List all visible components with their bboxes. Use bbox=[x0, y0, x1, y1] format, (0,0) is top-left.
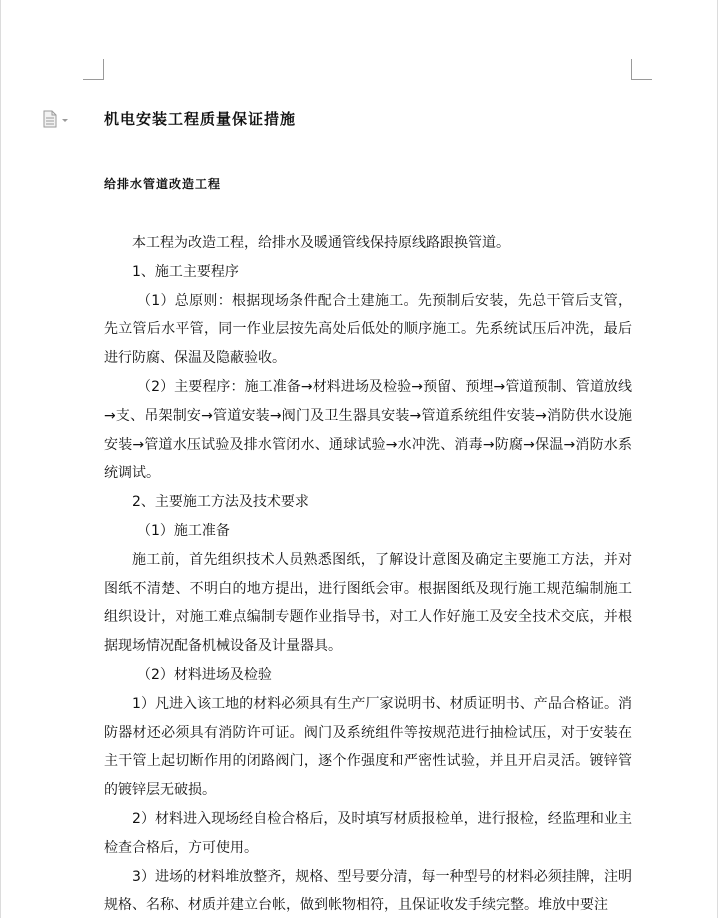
document-body bbox=[104, 229, 632, 920]
paragraph-general-principle: （1）总原则：根据现场条件配合土建施工。先预制后安装，先总干管后支管，先立管后水平管，同一作业层按先高处后低处的顺序施工。先系统试压后冲洗，最后进行防腐、保温及隐蔽验收。 bbox=[104, 292, 632, 367]
heading-construction-procedure: 1、施工主要程序 bbox=[132, 263, 239, 280]
paragraph-material-1: 1）凡进入该工地的材料必须具有生产厂家说明书、材质证明书、产品合格证。消防器材还必须具有消防许可证。阀门及系统组件等按规范进行抽检试压，对于安装在主干管上起切断作用的闭路阀门，逐个作强度和严密性试验，并且开启灵活。镀锌管的镀锌层无破损。 bbox=[104, 695, 632, 799]
crop-mark-top-right bbox=[631, 59, 652, 80]
heading-construction-methods: 2、主要施工方法及技术要求 bbox=[132, 494, 309, 511]
paragraph-intro: 本工程为改造工程，给排水及暖通管线保持原线路跟换管道。 bbox=[132, 235, 510, 251]
crop-mark-top-left bbox=[83, 59, 104, 80]
paragraph-main-procedure: （2）主要程序：施工准备→材料进场及检验→预留、预埋→管道预制、管道放线→支、吊架制安→管道安装→阀门及卫生器具安装→管道系统组件安装→消防供水设施安装→管道水压试验及排水管闭水、通球试验→水冲洗、消毒→防腐→保温→消防水系统调试。 bbox=[104, 378, 632, 482]
document-outline-icon[interactable] bbox=[42, 110, 72, 128]
paragraph-material-2: 2）材料进入现场经自检合格后，及时填写材质报检单，进行报检，经监理和业主检查合格后，方可使用。 bbox=[104, 810, 632, 856]
document-title: 机电安装工程质量保证措施 bbox=[104, 110, 297, 128]
section-heading: 给排水管道改造工程 bbox=[104, 177, 222, 191]
heading-material-inspection: （2）材料进场及检验 bbox=[137, 666, 272, 683]
heading-preparation: （1）施工准备 bbox=[137, 522, 230, 539]
paragraph-material-3: 3）进场的材料堆放整齐，规格、型号要分清，每一种型号的材料必须挂牌，注明规格、名称、材质并建立台帐，做到帐物相符，且保证收发手续完整。堆放中要注 bbox=[104, 868, 632, 914]
paragraph-preparation: 施工前，首先组织技术人员熟悉图纸，了解设计意图及确定主要施工方法，并对图纸不清楚、不明白的地方提出，进行图纸会审。根据图纸及现行施工规范编制施工组织设计，对施工难点编制专题作业指导书，对工人作好施工及安全技术交底，并根据现场情况配备机械设备及计量器具。 bbox=[104, 551, 632, 655]
